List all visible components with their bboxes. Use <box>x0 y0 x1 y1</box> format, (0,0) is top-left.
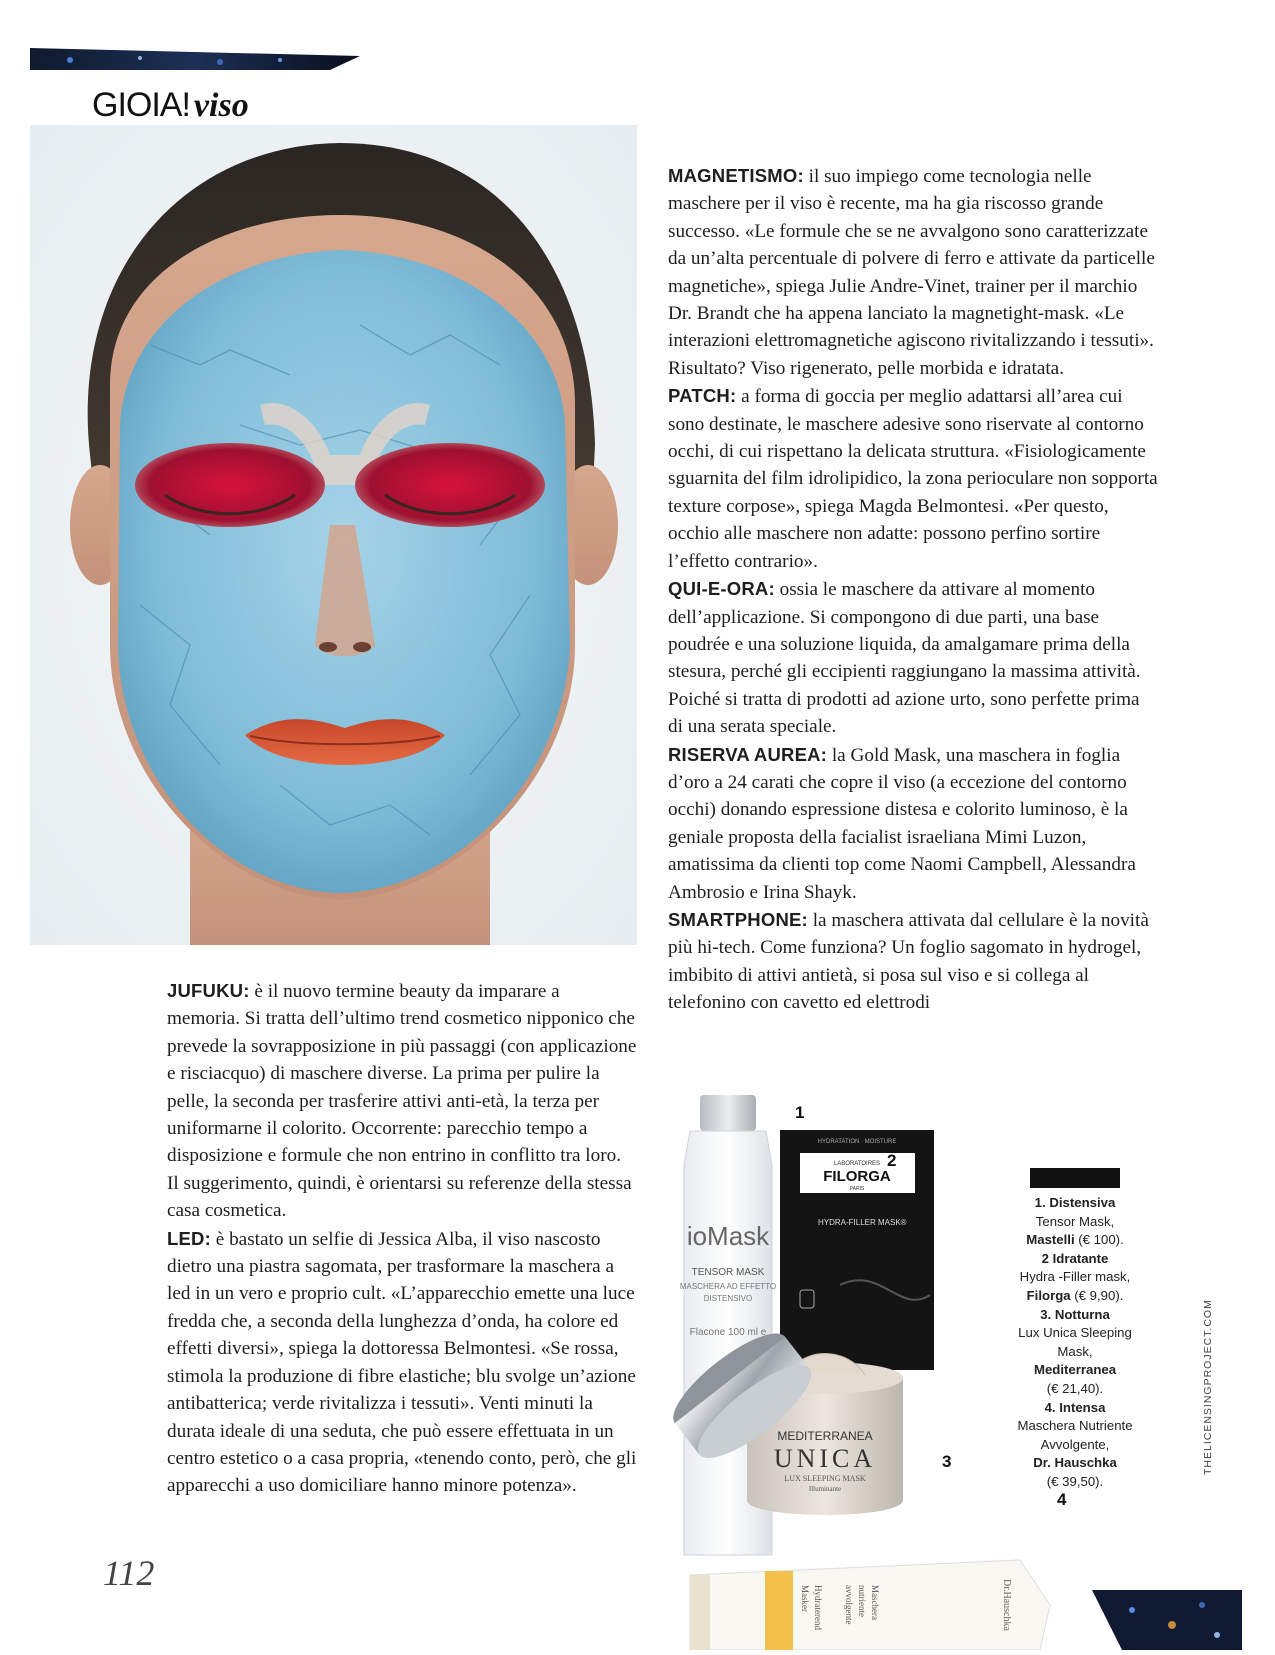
legend-price: (€ 39,50). <box>1046 1473 1104 1489</box>
beauty-photo <box>30 125 637 945</box>
paragraph-text: ossia le maschere da attivare al momento dell’applicazione. Si compongono di due parti, una base poudrée e una soluzione liquida, da amalgamare prima della stesura, perché gli eccipienti raggiungano la massima attività. Poiché si tratta di prodotti ad azione urto, sono perfette prima di una serata speciale. <box>668 579 1141 738</box>
product-4-line-1: Maschera <box>870 1585 880 1620</box>
legend-title: 3. Notturna <box>1040 1306 1110 1322</box>
product-2-brand: FILORGA <box>823 1168 891 1185</box>
legend-brand: Dr. Hauschka <box>1033 1455 1117 1471</box>
keyword-magnetismo: MAGNETISMO: <box>668 165 804 186</box>
product-legend <box>1005 1168 1145 1492</box>
product-4-line-4: Hydraterend <box>813 1585 823 1630</box>
legend-price: (€ 21,40). <box>1046 1380 1104 1396</box>
paragraph-jufuku <box>167 977 637 1225</box>
paragraph-magnetismo <box>668 162 1158 382</box>
decorative-top-strip <box>30 48 360 70</box>
page-number: 112 <box>103 1553 155 1593</box>
legend-price: (€ 100). <box>1074 1232 1124 1248</box>
product-4-brand: Dr.Hauschka <box>1001 1579 1012 1631</box>
product-2-name: HYDRA-FILLER MASK® <box>818 1218 907 1227</box>
product-3-sub: LUX SLEEPING MASK <box>784 1474 866 1483</box>
product-number-2: 2 <box>887 1151 897 1170</box>
paragraph-patch <box>668 382 1158 575</box>
keyword-riserva-aurea: RISERVA AUREA: <box>668 743 828 765</box>
product-3-sub2: Illuminante <box>808 1485 842 1493</box>
magazine-logo: GIOIA! <box>92 86 190 124</box>
paragraph-qui-e-ora <box>668 575 1158 740</box>
legend-bar <box>1030 1168 1120 1188</box>
product-3-brand: MEDITERRANEA <box>777 1429 873 1443</box>
article-column-right <box>668 162 1158 1017</box>
product-number-4: 4 <box>1057 1490 1067 1509</box>
legend-title: 1. Distensiva <box>1034 1195 1116 1210</box>
legend-desc: Lux Unica Sleeping Mask, <box>1018 1325 1132 1359</box>
decorative-bottom-strip <box>1092 1590 1242 1650</box>
product-1-name: TENSOR MASK <box>691 1267 765 1278</box>
paragraph-text: il suo impiego come tecnologia nelle maschere per il viso è recente, ma ha gia riscosso grande successo. «Le formule che se ne avvalgono sono caratterizzate da un’alta percentuale di polvere di ferro e attivate da particelle magnetiche», spiega Julie Andre-Vinet, trainer per il marchio Dr. Brandt che ha appena lanciato la magnetight-mask. «Le interazioni elettromagnetiche agiscono rivitalizzando i tessuti». Risultato? Viso rigenerato, pelle morbida e idratata. <box>668 166 1155 379</box>
product-4-tube <box>690 1560 1050 1650</box>
legend-desc: Tensor Mask, <box>1035 1213 1115 1229</box>
keyword-qui-e-ora: QUI-E-ORA: <box>668 578 775 600</box>
section-title: viso <box>193 87 249 124</box>
paragraph-text: la maschera attivata dal cellulare è la novità più hi-tech. Come funziona? Un foglio sagomato in hydrogel, imbibito di attivi antietà, si posa sul viso e si collega al telefonino con cavetto ed elettrodi <box>668 909 1149 1014</box>
legend-item-3 <box>1005 1306 1145 1399</box>
product-1-brand: ioMask <box>686 1221 770 1251</box>
product-number-3: 3 <box>942 1452 952 1471</box>
legend-item-4 <box>1005 1399 1145 1492</box>
keyword-smartphone: SMARTPHONE: <box>668 908 808 930</box>
paragraph-text: la Gold Mask, una maschera in foglia d’oro a 24 carati che copre il viso (a eccezione del contorno occhi) donando espressione distesa e colorito luminoso, è la geniale proposta della facialist israeliana Mimi Luzon, amatissima da clienti top come Naomi Campbell, Alessandra Ambrosio e Irina Shayk. <box>668 744 1136 903</box>
legend-brand: Mastelli <box>1026 1232 1075 1248</box>
product-2-city: PARIS <box>849 1186 865 1192</box>
legend-title: 2 Idratante <box>1041 1250 1109 1266</box>
product-1-volume: Flacone 100 ml e <box>689 1327 767 1338</box>
legend-desc: Hydra -Filler mask, <box>1019 1269 1131 1285</box>
paragraph-smartphone <box>668 906 1158 1017</box>
product-1-sub2: DISTENSIVO <box>703 1294 753 1303</box>
magazine-header <box>92 86 249 126</box>
product-4-line-2: nutriente <box>857 1585 867 1617</box>
keyword-jufuku: JUFUKU: <box>167 980 250 1001</box>
product-2-sachet <box>780 1130 934 1370</box>
paragraph-text: è bastato un selfie di Jessica Alba, il viso nascosto dietro una piastra sagomata, per trasformare la maschera a led in un vero e proprio cult. «L’apparecchio emette una luce fredda che, a seconda della lunghezza d’onda, ha colore ed effetti diversi», spiega la dottoressa Belmontesi. «Se rossa, stimola la produzione di fibre elastiche; blu svolge un’azione antibatterica; verde rivitalizza i tessuti». Venti minuti la durata ideale di una seduta, che può essere effettuata in un centro estetico o a casa propria, «tenendo conto, però, che gli apparecchi a uso domiciliare hanno minore potenza». <box>167 1228 637 1497</box>
article-column-left <box>167 977 637 1500</box>
legend-item-2 <box>1005 1250 1145 1306</box>
paragraph-text: a forma di goccia per meglio adattarsi all’area cui sono destinate, le maschere adesive sono riservate al contorno occhi, di cui rispettano la delicata struttura. «Fisiologicamente sguarnita del film idrolipidico, la zona perioculare non sopporta texture corpose», spiega Magda Belmontesi. «Per questo, occhio alle maschere non adatte: possono perfino sortire l’effetto contrario». <box>668 386 1158 572</box>
product-2-top: HYDRATATION · MOISTURE <box>817 1139 897 1145</box>
legend-brand: Mediterranea <box>1033 1362 1117 1378</box>
keyword-led: LED: <box>167 1227 211 1249</box>
legend-item-1 <box>1005 1194 1145 1250</box>
photo-credit: THELICENSINGPROJECT.COM <box>1202 1299 1214 1475</box>
legend-brand: Filorga <box>1026 1287 1071 1303</box>
face-mask-illustration <box>30 125 637 945</box>
legend-price: (€ 9,90). <box>1070 1287 1124 1303</box>
keyword-patch: PATCH: <box>668 385 737 407</box>
product-2-lab: LABORATOIRES <box>833 1161 881 1167</box>
product-4-line-3: avvolgente <box>844 1585 854 1625</box>
product-number-1: 1 <box>795 1103 805 1122</box>
product-4-line-5: Masker <box>800 1585 810 1612</box>
legend-desc: Maschera Nutriente Avvolgente, <box>1017 1418 1133 1452</box>
legend-title: 4. Intensa <box>1044 1399 1106 1415</box>
paragraph-text: è il nuovo termine beauty da imparare a memoria. Si tratta dell’ultimo trend cosmetico nipponico che prevede la sovrapposizione in più passaggi (con applicazione e risciacquo) di maschere diverse. La prima per pulire la pelle, la seconda per trasferire attivi anti-età, la terza per uniformarne il colorito. Occorrente: parecchio tempo a disposizione e formule che non entrino in conflitto tra loro. Il suggerimento, quindi, è orientarsi su referenze della stessa casa cosmetica. <box>167 981 637 1222</box>
paragraph-led <box>167 1225 637 1500</box>
product-1-sub: MASCHERA AD EFFETTO <box>679 1282 777 1291</box>
paragraph-riserva-aurea <box>668 741 1158 906</box>
product-3-name: UNICA <box>773 1444 877 1473</box>
